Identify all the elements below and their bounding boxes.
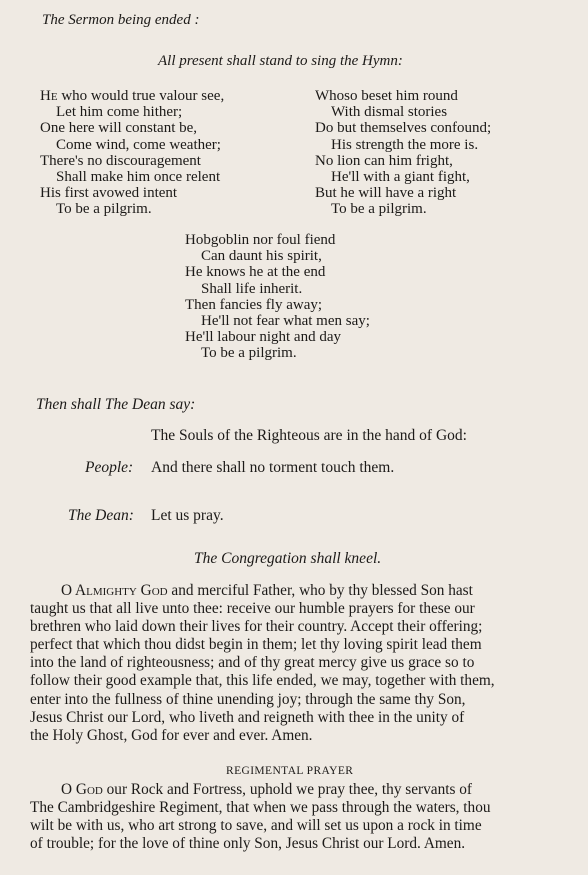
hymn-line: Shall make him once relent	[56, 169, 221, 186]
versicle: The Souls of the Righteous are in the hand of God:	[151, 427, 467, 444]
hymn-line: He'll with a giant fight,	[331, 169, 470, 186]
hymn-line: To be a pilgrim.	[331, 201, 427, 218]
hymn-line: Whoso beset him round	[315, 88, 458, 104]
regimental-prayer-heading: REGIMENTAL PRAYER	[226, 765, 354, 777]
hymn-line: There's no discouragement	[40, 152, 201, 169]
prayer-line: taught us that all live unto thee: receive our humble prayers for these our	[30, 600, 475, 618]
hymn-line: He knows he at the end	[185, 264, 326, 281]
prayer-line: brethren who laid down their lives for their country. Accept their offering;	[30, 618, 483, 636]
prayer-line: wilt be with us, who art strong to save, and will set us upon a rock in time	[30, 817, 482, 835]
prayer-line: the Holy Ghost, God for ever and ever. Amen.	[30, 726, 313, 744]
hymn-line: He who would true valour see,	[40, 88, 225, 104]
hymn-line: His strength the more is.	[331, 136, 479, 153]
prayer-line: into the land of righteousness; and of thy great mercy give us grace so to	[30, 654, 475, 672]
hymn-line: No lion can him fright,	[315, 152, 453, 169]
hymn-verse-3	[185, 232, 370, 362]
hymn-line: Let him come hither;	[56, 104, 183, 121]
prayer-for-the-fallen	[30, 582, 495, 745]
hymn-line: One here will constant be,	[40, 120, 198, 137]
rubric-sermon-ended: The Sermon being ended :	[42, 12, 200, 28]
prayer-line: Jesus Christ our Lord, who liveth and reigneth with thee in the unity of	[30, 708, 465, 726]
hymn-line: Come wind, come weather;	[56, 136, 221, 153]
hymn-line: He'll labour night and day	[185, 329, 341, 346]
dean-speaker-label: The Dean:	[68, 507, 134, 524]
dean-let-us-pray: Let us pray.	[151, 507, 224, 524]
prayer-line: O God our Rock and Fortress, uphold we pray thee, thy servants of	[61, 781, 472, 798]
hymn-line: Hobgoblin nor foul fiend	[185, 232, 336, 248]
hymn-line: Then fancies fly away;	[185, 296, 323, 313]
hymn-line: Shall life inherit.	[201, 280, 303, 297]
hymn-line: Do but themselves confound;	[315, 120, 492, 137]
prayer-line: The Cambridgeshire Regiment, that when we pass through the waters, thou	[30, 799, 491, 817]
rubric-congregation-kneel: The Congregation shall kneel.	[194, 550, 382, 567]
hymn-verse-2	[315, 88, 491, 218]
prayer-line: enter into the fullness of thine unending joy; through the same thy Son,	[30, 690, 466, 708]
people-response: And there shall no torment touch them.	[151, 459, 395, 476]
rubric-dean-say: Then shall The Dean say:	[36, 396, 196, 413]
prayer-line: O Almighty God and merciful Father, who by thy blessed Son hast	[61, 582, 473, 599]
prayer-line: perfect that which thou didst begin in them; let thy loving spirit lead them	[30, 636, 482, 654]
hymn-line: To be a pilgrim.	[201, 345, 297, 362]
regimental-prayer	[30, 781, 491, 853]
prayer-line: follow their good example that, this life ended, we may, together with them,	[30, 672, 495, 690]
rubric-stand-hymn: All present shall stand to sing the Hymn:	[158, 53, 403, 69]
hymn-line: With dismal stories	[331, 104, 448, 121]
hymn-line: But he will have a right	[315, 185, 457, 202]
hymn-line: He'll not fear what men say;	[201, 313, 370, 330]
people-speaker-label: People:	[85, 459, 134, 476]
hymn-line: His first avowed intent	[40, 185, 178, 202]
prayer-line: of trouble; for the love of thine only Son, Jesus Christ our Lord. Amen.	[30, 835, 466, 853]
hymn-line: Can daunt his spirit,	[201, 248, 322, 265]
hymn-line: To be a pilgrim.	[56, 201, 152, 218]
hymn-verse-1	[40, 88, 224, 218]
